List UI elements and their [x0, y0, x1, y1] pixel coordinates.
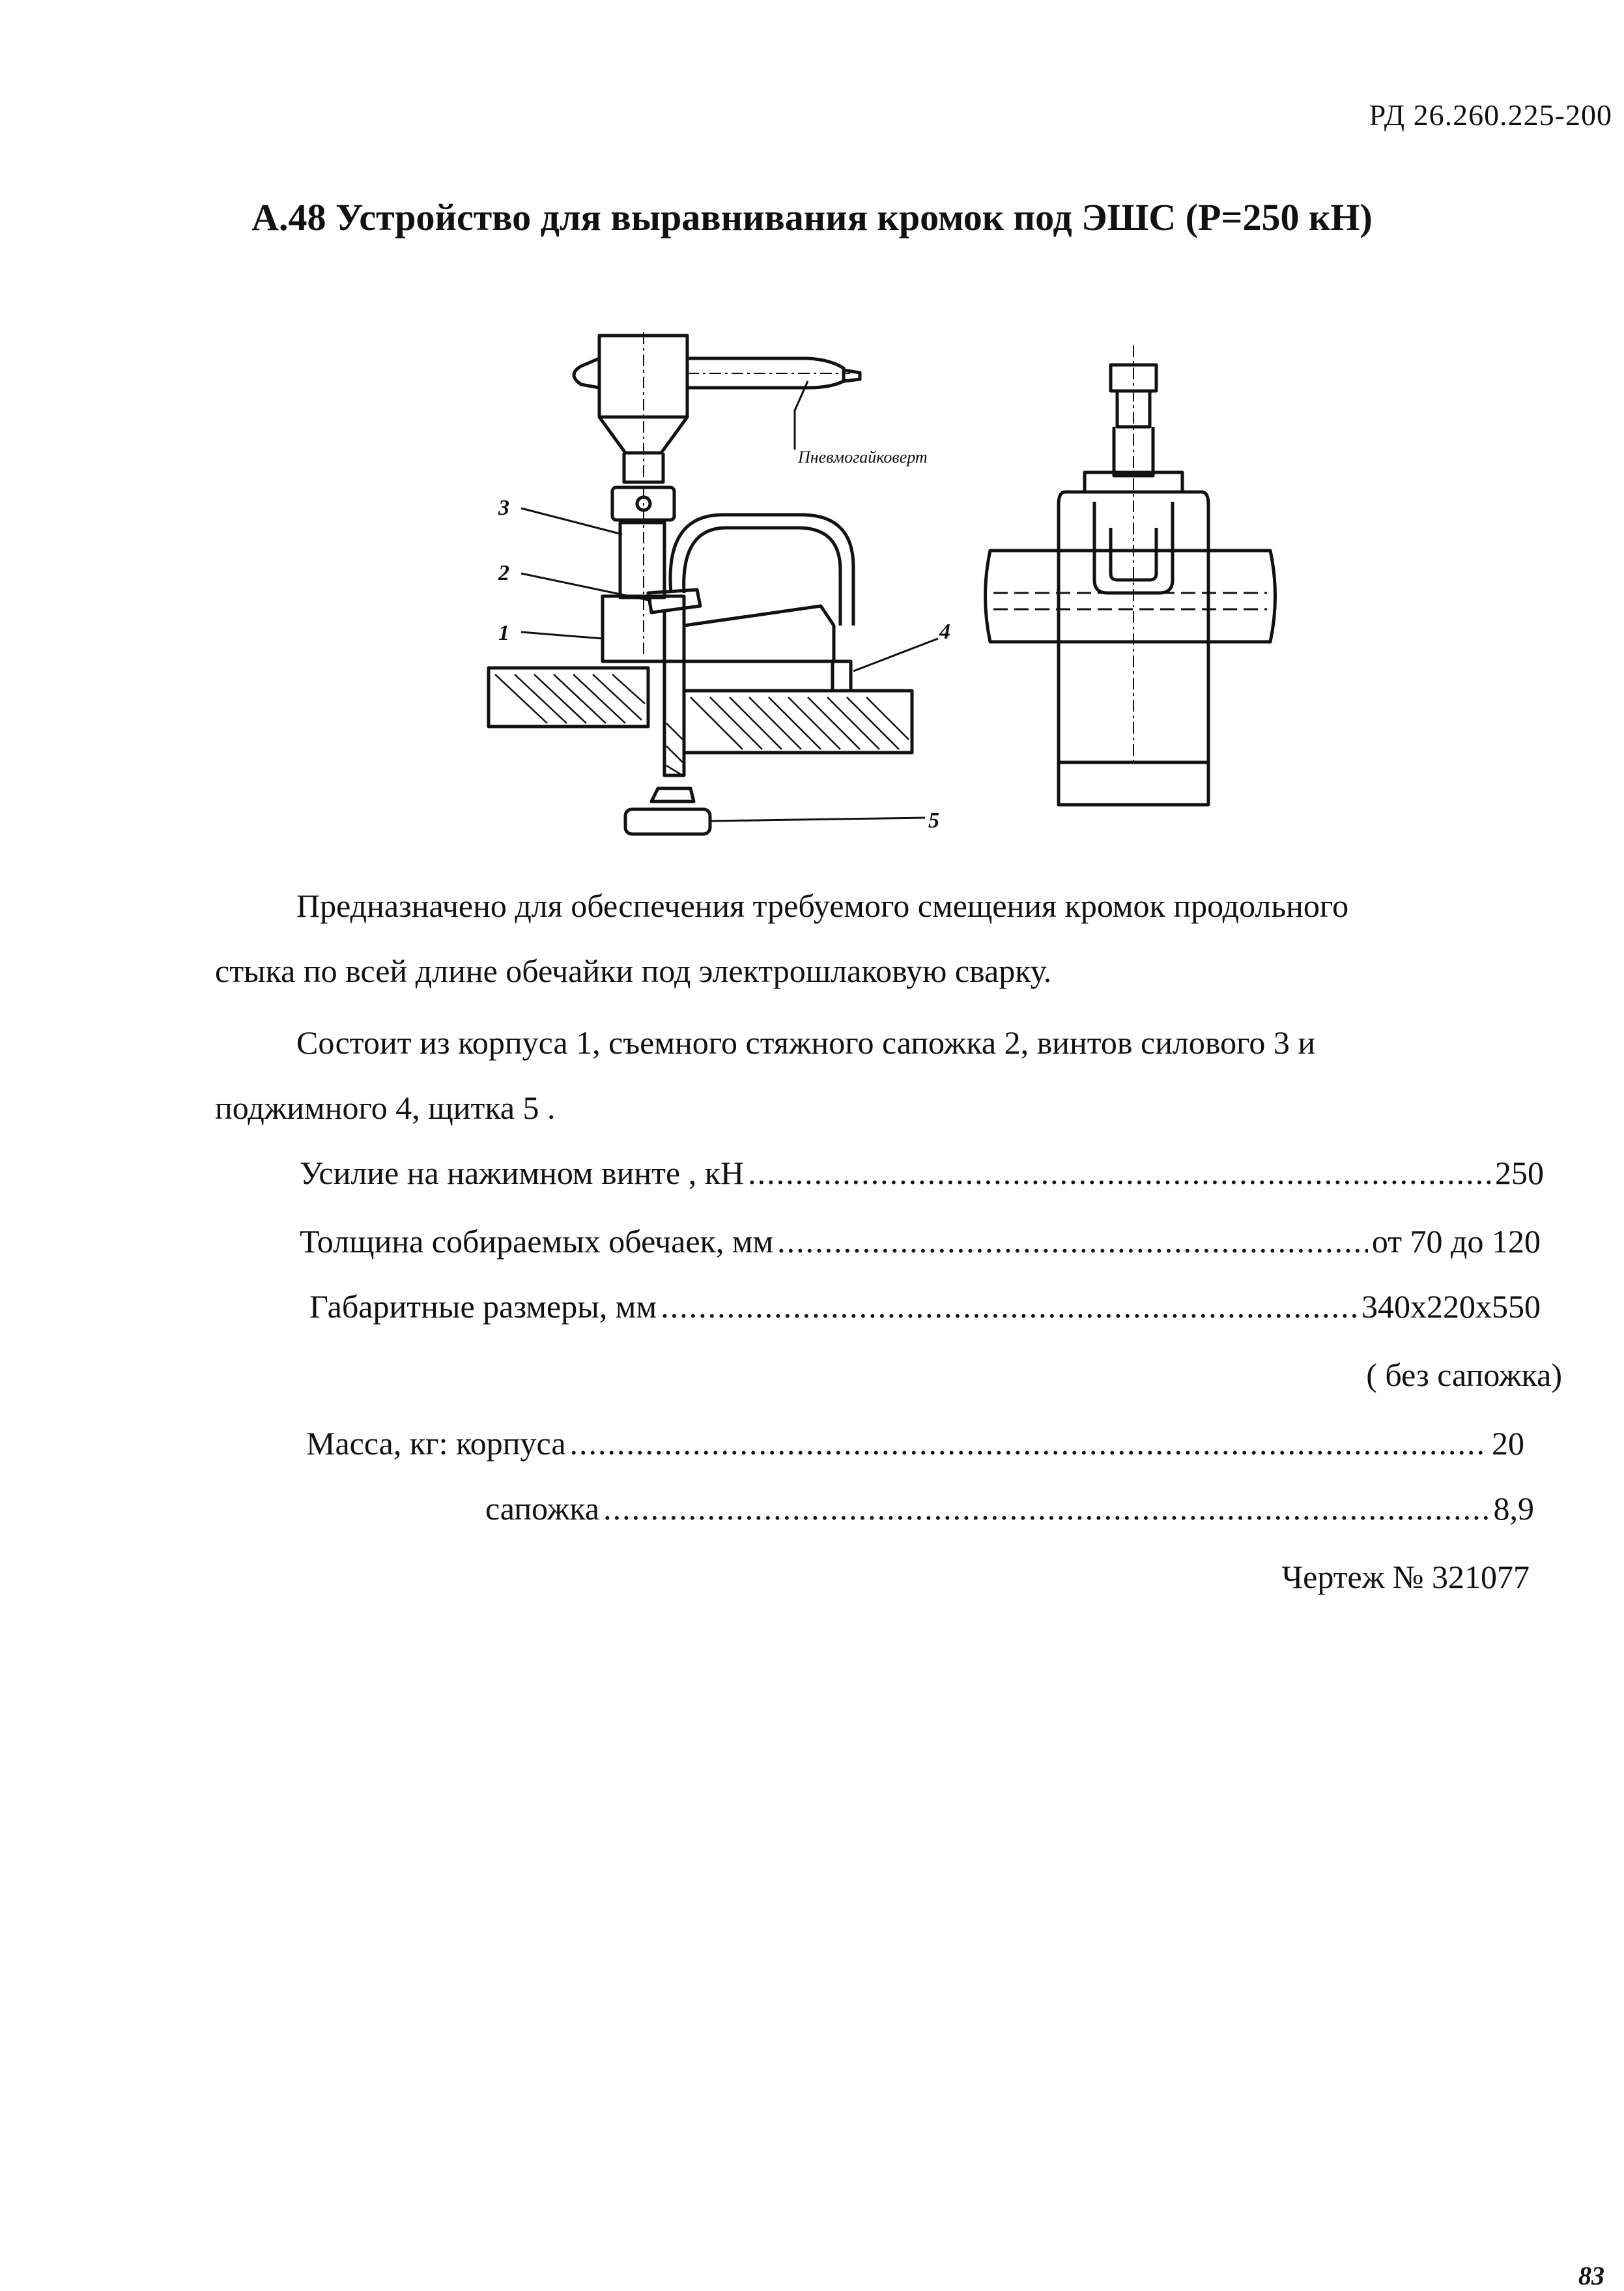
- spec-thickness-label: Толщина собираемых обечаек, мм: [300, 1223, 774, 1260]
- dot-leader: [661, 1290, 1358, 1323]
- drawing-reference: Чертеж № 321077: [1281, 1559, 1530, 1595]
- callout-5: 5: [928, 809, 939, 833]
- hose-label: Пневмогайковерт: [798, 448, 928, 467]
- spec-mass-boot-value: 8,9: [1493, 1490, 1534, 1527]
- dot-leader: [570, 1427, 1488, 1460]
- spec-dimensions-label: Габаритные размеры, мм: [309, 1288, 657, 1325]
- spec-force-value: 250: [1495, 1155, 1544, 1191]
- callout-4: 4: [939, 620, 950, 644]
- spec-thickness-value: от 70 до 120: [1371, 1223, 1541, 1260]
- side-view: [489, 336, 912, 834]
- composition-line-1: Состоит из корпуса 1, съемного стяжного сапожка 2, винтов силового 3 и: [296, 1024, 1316, 1061]
- dot-leader: [748, 1157, 1491, 1189]
- spec-force: [300, 1157, 1544, 1189]
- callout-2: 2: [498, 561, 509, 585]
- document-code: РД 26.260.225-200: [1369, 98, 1612, 132]
- callout-1: 1: [498, 621, 509, 645]
- section-heading: А.48 Устройство для выравнивания кромок под ЭШС (Р=250 кН): [251, 196, 1373, 238]
- spec-mass-boot-label: сапожка: [485, 1490, 600, 1527]
- hidden-lines: [993, 593, 1267, 609]
- spec-mass-body: [306, 1427, 1524, 1460]
- composition-line-2: поджимного 4, щитка 5 .: [215, 1089, 556, 1126]
- spec-thickness: [300, 1225, 1541, 1258]
- spec-dimensions-value: 340х220х550: [1361, 1288, 1541, 1325]
- page-number: 83: [1578, 2261, 1604, 2290]
- spec-mass-body-label: Масса, кг: корпуса: [306, 1425, 566, 1462]
- device-drawing: [469, 319, 1342, 880]
- spec-mass-boot: [485, 1492, 1534, 1525]
- callout-3: 3: [498, 496, 509, 520]
- purpose-line-2: стыка по всей длине обечайки под электрошлаковую сварку.: [215, 953, 1052, 989]
- dot-leader: [777, 1225, 1368, 1258]
- spec-force-label: Усилие на нажимном винте , кН: [300, 1155, 745, 1191]
- front-view: [986, 365, 1275, 805]
- spec-mass-body-value: 20: [1492, 1425, 1524, 1462]
- spec-dimensions-note: ( без сапожка): [1366, 1357, 1562, 1393]
- dot-leader: [603, 1492, 1489, 1525]
- purpose-line-1: Предназначено для обеспечения требуемого смещения кромок продольного: [296, 887, 1349, 924]
- spec-dimensions: [309, 1290, 1541, 1323]
